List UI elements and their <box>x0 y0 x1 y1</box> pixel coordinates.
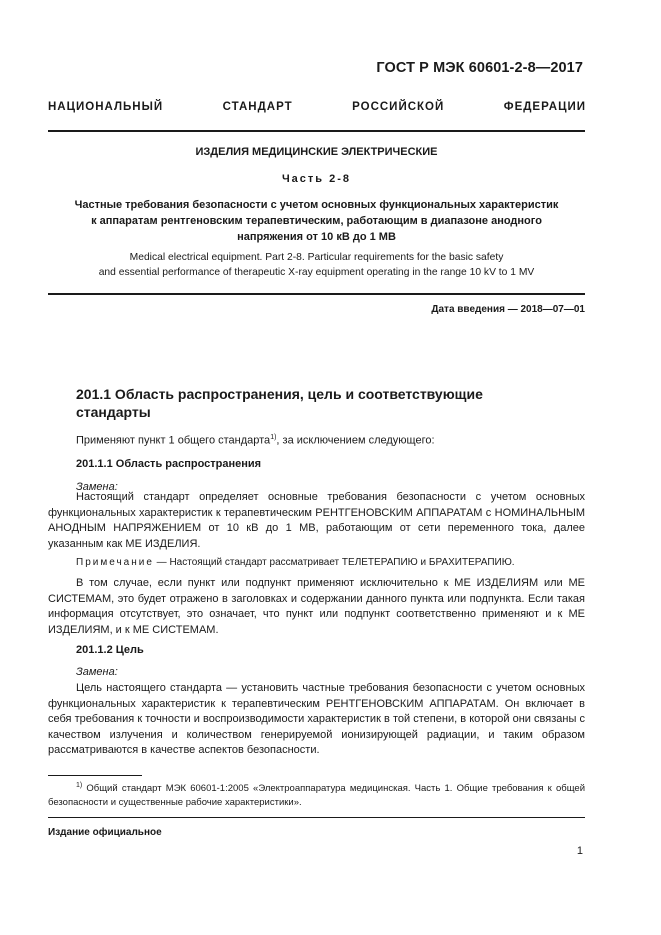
english-title-line: Medical electrical equipment. Part 2-8. Particular requirements for the basic safety <box>129 252 504 263</box>
note-text: — Настоящий стандарт рассматривает ТЕЛЕТЕРАПИЮ и БРАХИТЕРАПИЮ. <box>153 557 515 568</box>
introduction-date: Дата введения — 2018—07—01 <box>431 304 585 315</box>
document-subtitle <box>48 197 585 245</box>
scope-paragraph: Настоящий стандарт определяет основные требования безопасности с учетом основных функциональных характеристик к терапевтическим РЕНТГЕНОВСКИМ АППАРАТАМ с НОМИНАЛЬНЫМ АНОДНЫМ НАПРЯЖЕНИЕМ от 10 кВ до 1 МВ, работающим от сети переменного тока, далее указанным как МЕ ИЗДЕЛИЯ. <box>48 491 585 550</box>
footnote <box>48 779 585 810</box>
footnote-divider <box>48 775 142 776</box>
footnote-ref[interactable]: 1) <box>270 434 277 441</box>
title-divider <box>48 293 585 295</box>
page-number: 1 <box>576 845 583 857</box>
note-label: Примечание <box>76 557 154 568</box>
footnote-mark: 1) <box>76 782 83 789</box>
intro-text: Применяют пункт 1 общего стандарта <box>76 434 271 447</box>
national-standard-banner: НАЦИОНАЛЬНЫЙ СТАНДАРТ РОССИЙСКОЙ ФЕДЕРАЦИИ <box>48 101 586 113</box>
document-title: ИЗДЕЛИЯ МЕДИЦИНСКИЕ ЭЛЕКТРИЧЕСКИЕ <box>195 146 438 158</box>
purpose-paragraph: Цель настоящего стандарта — установить частные требования безопасности с учетом основных функциональных характеристик к терапевтическим РЕНТГЕНОВСКИМ АППАРАТАМ. Он включает в себя требования к точности и воспроизводимости характеристик в той степени, в которой они связаны с качеством излучения и количеством генерируемой ионизирующей радиации, и таким образом рассматриваются в качестве аспектов безопасности. <box>48 682 585 756</box>
subtitle-line: напряжения от 10 кВ до 1 МВ <box>237 231 396 243</box>
replacement-label: Замена: <box>76 481 118 493</box>
standard-number: ГОСТ Р МЭК 60601-2-8—2017 <box>376 60 583 76</box>
footnote-text: Общий стандарт МЭК 60601-1:2005 «Электроаппаратура медицинская. Часть 1. Общие требования к общей безопасности и существенные рабочие характеристики». <box>48 783 585 809</box>
section-intro <box>76 430 585 449</box>
part-label <box>48 173 585 185</box>
subsection-heading-purpose: 201.1.2 Цель <box>76 644 144 656</box>
subtitle-line: к аппаратам рентгеновским терапевтическим, работающим в диапазоне анодного <box>91 215 542 227</box>
english-title-line: and essential performance of therapeutic X-ray equipment operating in the range 10 kV to 1 MV <box>98 267 535 278</box>
official-edition-label: Издание официальное <box>48 827 162 838</box>
footer-divider <box>48 817 585 818</box>
part-label-text: Часть 2-8 <box>281 173 352 185</box>
subsection-heading-scope: 201.1.1 Область распространения <box>76 458 262 470</box>
header-divider <box>48 130 585 132</box>
replacement-label: Замена: <box>76 666 118 678</box>
intro-text-end: , за исключением следующего: <box>276 434 435 447</box>
section-heading: 201.1 Область распространения, цель и соответствующие стандарты <box>76 386 483 420</box>
subtitle-line: Частные требования безопасности с учетом основных функциональных характеристик <box>74 199 559 211</box>
applicability-paragraph: В том случае, если пункт или подпункт применяют исключительно к МЕ ИЗДЕЛИЯМ или МЕ СИСТЕМАМ, это будет отражено в заголовках и содержании данного пункта или подпункта. Если такая информация отсутствует, это означает, что пункт или подпункт соответственно применяют и к МЕ ИЗДЕЛИЯМ, и к МЕ СИСТЕМАМ. <box>48 577 585 636</box>
note-paragraph <box>76 555 585 571</box>
english-title <box>48 250 585 280</box>
